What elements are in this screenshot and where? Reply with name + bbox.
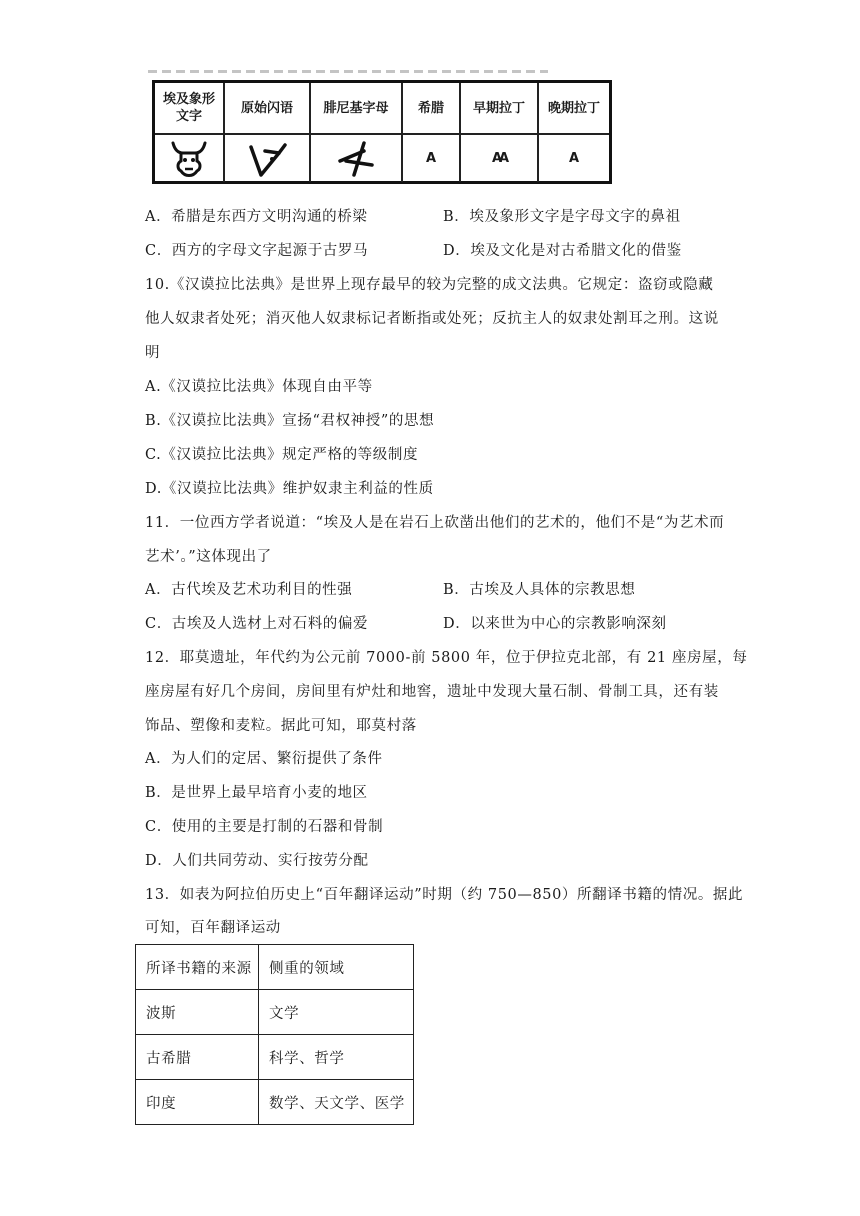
- figure-header: 早期拉丁: [461, 83, 539, 135]
- q10-option-d: D.《汉谟拉比法典》维护奴隶主利益的性质: [145, 481, 434, 497]
- q10-option-a: A.《汉谟拉比法典》体现自由平等: [145, 379, 373, 395]
- greek-alpha-icon: A: [403, 135, 461, 182]
- figure-header: 原始闪语: [225, 83, 311, 135]
- table-header-cell: 侧重的领域: [259, 945, 414, 990]
- q10-stem-line: 10.《汉谟拉比法典》是世界上现存最早的较为完整的成文法典。它规定：盗窃或隐藏: [145, 277, 714, 293]
- table-header-cell: 所译书籍的来源: [136, 945, 259, 990]
- q12-option-b: B．是世界上最早培育小麦的地区: [145, 785, 368, 801]
- figure-header: 腓尼基字母: [311, 83, 403, 135]
- table-row: [136, 1080, 414, 1125]
- table-cell: 波斯: [136, 990, 259, 1035]
- late-latin-a-icon: A: [568, 151, 580, 166]
- q12-stem-line: 饰品、塑像和麦粒。据此可知，耶莫村落: [145, 718, 417, 734]
- table-cell: 古希腊: [136, 1035, 259, 1080]
- q13-stem-line: 可知，百年翻译运动: [145, 920, 281, 936]
- q9-option-a: A．希腊是东西方文明沟通的桥梁: [145, 209, 368, 225]
- q11-option-d: D．以来世为中心的宗教影响深刻: [443, 616, 667, 632]
- q12-stem-line: 座房屋有好几个房间，房间里有炉灶和地窖，遗址中发现大量石制、骨制工具，还有装: [145, 684, 719, 700]
- alphabet-evolution-figure: [152, 80, 612, 184]
- table-cell: 数学、天文学、医学: [259, 1080, 414, 1125]
- proto-sinaitic-ox-icon: [225, 135, 311, 182]
- table-cell: 印度: [136, 1080, 259, 1125]
- table-row: [136, 1035, 414, 1080]
- cropped-caption-remnant: [148, 70, 548, 73]
- early-latin-a-icon: AA: [461, 135, 539, 182]
- table-cell: 文学: [259, 990, 414, 1035]
- q10-stem-line: 他人奴隶者处死；消灭他人奴隶标记者断指或处死；反抗主人的奴隶处割耳之刑。这说: [145, 311, 719, 327]
- table-row: [136, 990, 414, 1035]
- figure-header: 希腊: [403, 83, 461, 135]
- table-cell: 科学、哲学: [259, 1035, 414, 1080]
- figure-header: 晚期拉丁: [539, 83, 609, 135]
- q10-stem-line: 明: [145, 345, 161, 361]
- q11-stem-line: 11．一位西方学者说道：“埃及人是在岩石上砍凿出他们的艺术的，他们不是“为艺术而: [145, 515, 725, 531]
- q12-option-d: D．人们共同劳动、实行按劳分配: [145, 853, 369, 869]
- ox-head-hieroglyph-icon: [155, 135, 225, 182]
- q12-option-a: A．为人们的定居、繁衍提供了条件: [145, 751, 383, 767]
- translation-sources-table: [135, 944, 414, 1125]
- q11-option-b: B．古埃及人具体的宗教思想: [443, 582, 636, 598]
- q11-option-a: A．古代埃及艺术功利目的性强: [145, 582, 353, 598]
- q9-option-c: C．西方的字母文字起源于古罗马: [145, 243, 369, 259]
- figure-header: 埃及象形文字: [155, 83, 225, 135]
- table-header-row: [136, 945, 414, 990]
- q11-stem-line: 艺术’。”这体现出了: [145, 549, 272, 565]
- q12-option-c: C．使用的主要是打制的石器和骨制: [145, 819, 384, 835]
- q13-stem-line: 13．如表为阿拉伯历史上“百年翻译运动”时期（约 750—850）所翻译书籍的情况。据此: [145, 887, 744, 903]
- q11-option-c: C．古埃及人选材上对石料的偏爱: [145, 616, 369, 632]
- q9-option-d: D．埃及文化是对古希腊文化的借鉴: [443, 243, 682, 259]
- q12-stem-line: 12．耶莫遗址，年代约为公元前 7000-前 5800 年，位于伊拉克北部，有 21 座房屋，每: [145, 650, 748, 666]
- q10-option-c: C.《汉谟拉比法典》规定严格的等级制度: [145, 447, 419, 463]
- phoenician-aleph-icon: [311, 135, 403, 182]
- q9-option-b: B．埃及象形文字是字母文字的鼻祖: [443, 209, 681, 225]
- q10-option-b: B.《汉谟拉比法典》宣扬“君权神授”的思想: [145, 413, 435, 429]
